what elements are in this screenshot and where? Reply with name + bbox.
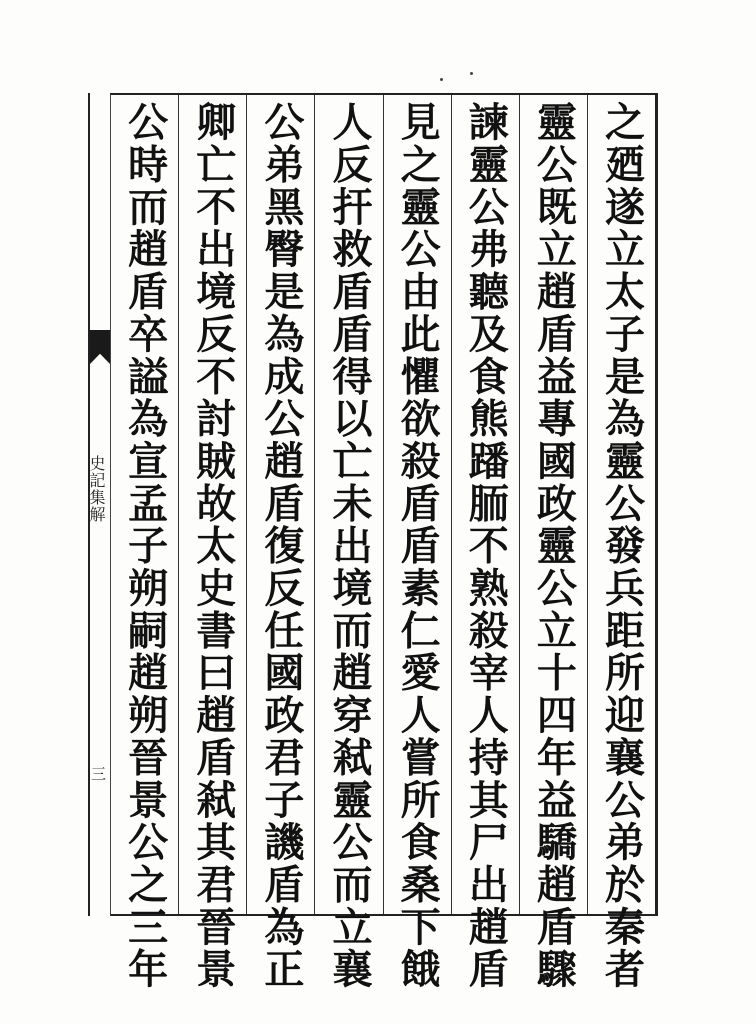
text-column-3 xyxy=(451,95,519,991)
column-text: 諫靈公弗聽及食熊蹯胹不熟殺宰人持其尸出趙盾 xyxy=(462,101,510,991)
margin-book-title: 史記集解 xyxy=(87,455,106,523)
text-block xyxy=(110,93,658,991)
column-text: 公時而趙盾卒謚為宣孟子朔嗣趙朔晉景公之三年 xyxy=(121,101,169,991)
column-text: 卿亡不出境反不討賊故太史書曰趙盾弒其君晉景 xyxy=(189,101,237,991)
speck-mark xyxy=(470,72,473,75)
column-text: 靈公既立趙盾益專國政靈公立十四年益驕趙盾驟 xyxy=(530,101,578,991)
text-column-4 xyxy=(383,95,451,991)
column-text: 公弟黑臀是為成公趙盾復反任國政君子譏盾為正 xyxy=(257,101,305,991)
column-text: 見之靈公由此懼欲殺盾盾素仁愛人嘗所食桑下餓 xyxy=(394,101,442,991)
text-column-7 xyxy=(178,95,246,991)
text-columns xyxy=(111,95,655,991)
speck-mark xyxy=(440,78,443,81)
column-text: 人反扞救盾盾得以亡未出境而趙穿弒靈公而立襄 xyxy=(325,101,373,991)
column-text: 之廼遂立太子是為靈公發兵距所迎襄公弟於秦者 xyxy=(598,101,646,991)
text-column-6 xyxy=(246,95,314,991)
margin-page-number: 三 xyxy=(89,766,107,781)
text-column-8 xyxy=(111,95,178,991)
text-column-1 xyxy=(587,95,655,991)
text-column-2 xyxy=(519,95,587,991)
text-column-5 xyxy=(314,95,382,991)
